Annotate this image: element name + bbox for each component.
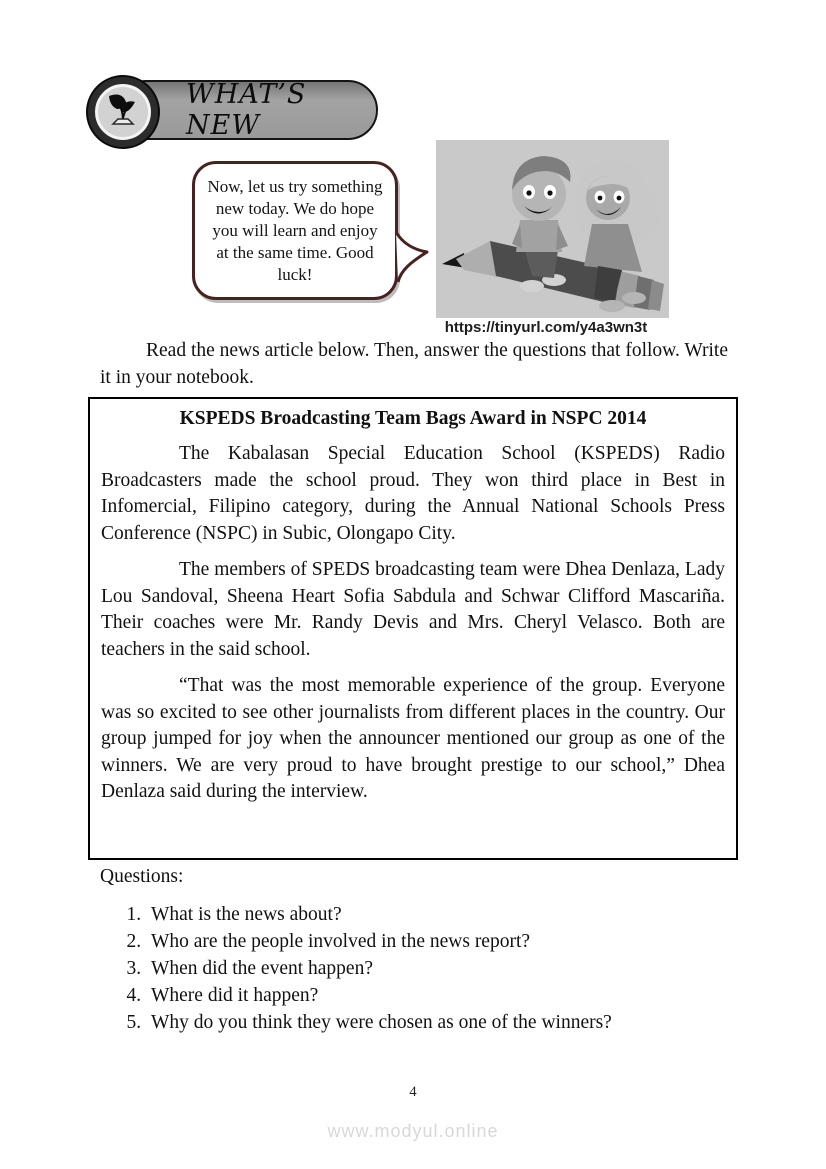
question-item: 4. Where did it happen? (146, 982, 736, 1009)
speech-bubble-text: Now, let us try something new today. We do hope you will learn and enjoy at the same time. Good luck! (207, 176, 383, 284)
image-caption-link[interactable]: https://tinyurl.com/y4a3wn3t (444, 319, 648, 336)
article-paragraph: The Kabalasan Special Education School (KSPEDS) Radio Broadcasters made the school proud. They won third place in Best in Infomercial, Filipino category, during the Annual National Schools Press Conference (NSPC) in Subic, Olongapo City. (101, 443, 725, 544)
news-article-box (88, 397, 738, 860)
question-item: 5. Why do you think they were chosen as one of the winners? (146, 1009, 736, 1036)
article-paragraph: The members of SPEDS broadcasting team were Dhea Denlaza, Lady Lou Sandoval, Sheena Heart Sofia Sabdula and Schwar Clifford Mascariña. Their coaches were Mr. Randy Devis and Mrs. Cheryl Velasco. Both are teachers in the said school. (101, 559, 725, 660)
speech-bubble-tail (393, 230, 429, 284)
whats-new-badge (88, 77, 378, 145)
question-item: 1. What is the news about? (146, 901, 736, 928)
question-item: 3. When did the event happen? (146, 955, 736, 982)
seedling-icon (102, 89, 144, 136)
article-paragraphs (101, 441, 725, 806)
badge-label: WHAT’S NEW (186, 79, 307, 141)
question-item: 2. Who are the people involved in the news report? (146, 928, 736, 955)
page-number: 4 (409, 1084, 417, 1100)
watermark: www.modyul.online (327, 1121, 499, 1141)
article-paragraph: “That was the most memorable experience of the group. Everyone was so excited to see other journalists from different places in the country. Our group jumped for joy when the announcer mentioned our group as one of the winners. We are very proud to have brought prestige to our school,” Dhea Denlaza said during the interview. (101, 675, 725, 802)
questions-list (124, 901, 736, 1036)
instruction-text: Read the news article below. Then, answer the questions that follow. Write it in your notebook. (100, 340, 728, 388)
article-title: KSPEDS Broadcasting Team Bags Award in NSPC 2014 (179, 408, 647, 429)
questions-label: Questions: (100, 866, 184, 887)
kids-on-pencil-drawing (436, 140, 669, 318)
badge-circle (88, 77, 158, 147)
speech-bubble (192, 161, 398, 300)
kids-on-pencil-image (436, 140, 669, 318)
